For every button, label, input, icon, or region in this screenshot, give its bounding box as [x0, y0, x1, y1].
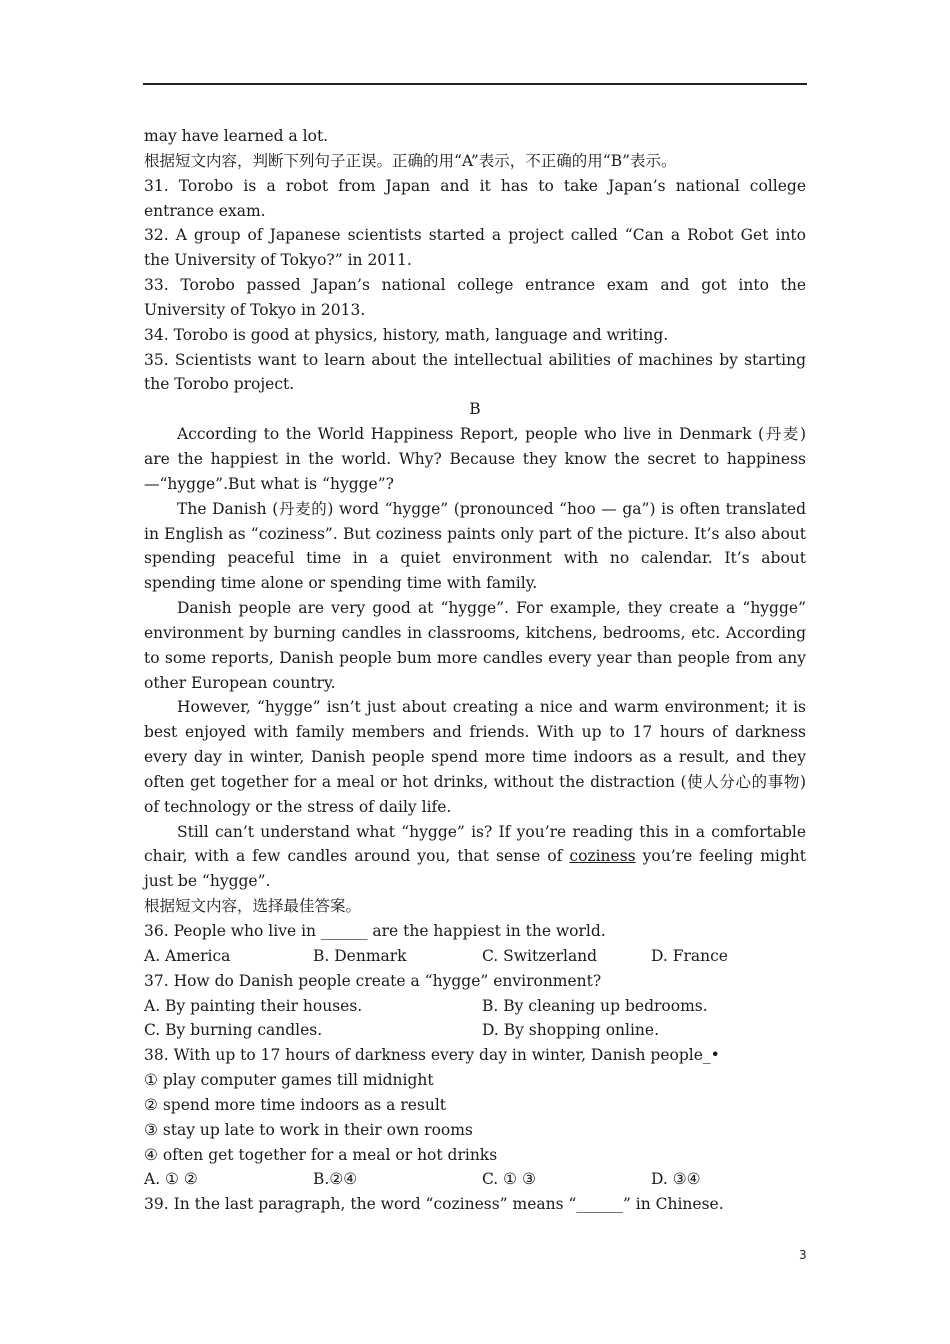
option-b: B. By cleaning up bedrooms.: [482, 996, 708, 1015]
statement-1: ① play computer games till midnight: [144, 1071, 434, 1090]
document-body: [144, 124, 806, 1217]
paragraph-2: The Danish (丹麦的) word “hygge” (pronounced “hoo — ga”) is often translated in English as “coziness”. But coziness paints only part of the picture. It’s also about spending peaceful time in a quiet environment with no calendar. It’s about spending time alone or spending time with family.: [144, 499, 806, 593]
statement-2: ② spend more time indoors as a result: [144, 1095, 447, 1114]
option-a: A. America: [144, 946, 231, 965]
paragraph-3: Danish people are very good at “hygge”. For example, they create a “hygge” environment by burning candles in classrooms, kitchens, bedrooms, etc. According to some reports, Danish people bum more candles every year than people from any other European country.: [144, 599, 806, 692]
question-38-options: [144, 1167, 806, 1192]
paragraph-4: However, “hygge” isn’t just about creating a nice and warm environment; it is best enjoyed with family members and friends. With up to 17 hours of darkness every day in winter, Danish people spend more time indoors as a result, and they often get together for a meal or hot drinks, without the distraction (使人分心的事物) of technology or the stress of daily life.: [144, 698, 806, 816]
option-b: B. Denmark: [313, 946, 407, 965]
underlined-word: coziness: [569, 847, 636, 866]
option-d: D. By shopping online.: [482, 1021, 660, 1040]
option-c: C. By burning candles.: [144, 1021, 323, 1040]
question-37-options-ab: [144, 994, 806, 1019]
page-number: 3: [799, 1248, 807, 1262]
option-c: C. ① ③: [482, 1170, 536, 1189]
text-line: may have learned a lot.: [144, 127, 329, 145]
paragraph-5-end: you’re feeling might just be “hygge”.: [144, 847, 806, 891]
option-c: C. Switzerland: [482, 946, 598, 965]
paragraph-1: According to the World Happiness Report, people who live in Denmark (丹麦) are the happiest in the world. Why? Because they know the secret to happiness —“hygge”.But what is “hygge”?: [144, 425, 806, 493]
question-36: 36. People who live in ______ are the happiest in the world.: [144, 922, 606, 940]
question-31: 31. Torobo is a robot from Japan and it has to take Japan’s national college entrance exam.: [144, 176, 806, 220]
question-39: 39. In the last paragraph, the word “coziness” means “______” in Chinese.: [144, 1195, 724, 1214]
statement-3: ③ stay up late to work in their own rooms: [144, 1120, 473, 1139]
option-d: D. ③④: [651, 1170, 701, 1189]
instruction-true-false: 根据短文内容，判断下列句子正误。正确的用“A”表示，不正确的用“B”表示。: [144, 151, 677, 170]
question-32: 32. A group of Japanese scientists started a project called “Can a Robot Get into the University of Tokyo?” in 2011.: [144, 226, 806, 270]
question-37: 37. How do Danish people create a “hygge” environment?: [144, 971, 602, 990]
statement-4: ④ often get together for a meal or hot drinks: [144, 1145, 498, 1164]
question-34: 34. Torobo is good at physics, history, math, language and writing.: [144, 325, 669, 344]
option-a: A. By painting their houses.: [144, 996, 363, 1015]
paragraph-5: [144, 820, 806, 895]
question-38: 38. With up to 17 hours of darkness every day in winter, Danish people_•: [144, 1046, 720, 1065]
question-37-options-cd: [144, 1018, 806, 1043]
paragraph-5-text: Still can’t understand what “hygge” is? If you’re reading this in a comfortable chair, with a few candles around you, that sense of: [144, 822, 806, 866]
option-a: A. ① ②: [144, 1170, 198, 1189]
question-33: 33. Torobo passed Japan’s national college entrance exam and got into the University of Tokyo in 2013.: [144, 276, 806, 319]
instruction-choice: 根据短文内容，选择最佳答案。: [144, 897, 362, 916]
option-b: B.②④: [313, 1170, 358, 1189]
option-d: D. France: [651, 946, 728, 965]
question-36-options: [144, 944, 806, 969]
section-heading: B: [469, 400, 481, 419]
question-35: 35. Scientists want to learn about the intellectual abilities of machines by starting the Torobo project.: [144, 350, 806, 394]
header-rule: [143, 83, 807, 85]
